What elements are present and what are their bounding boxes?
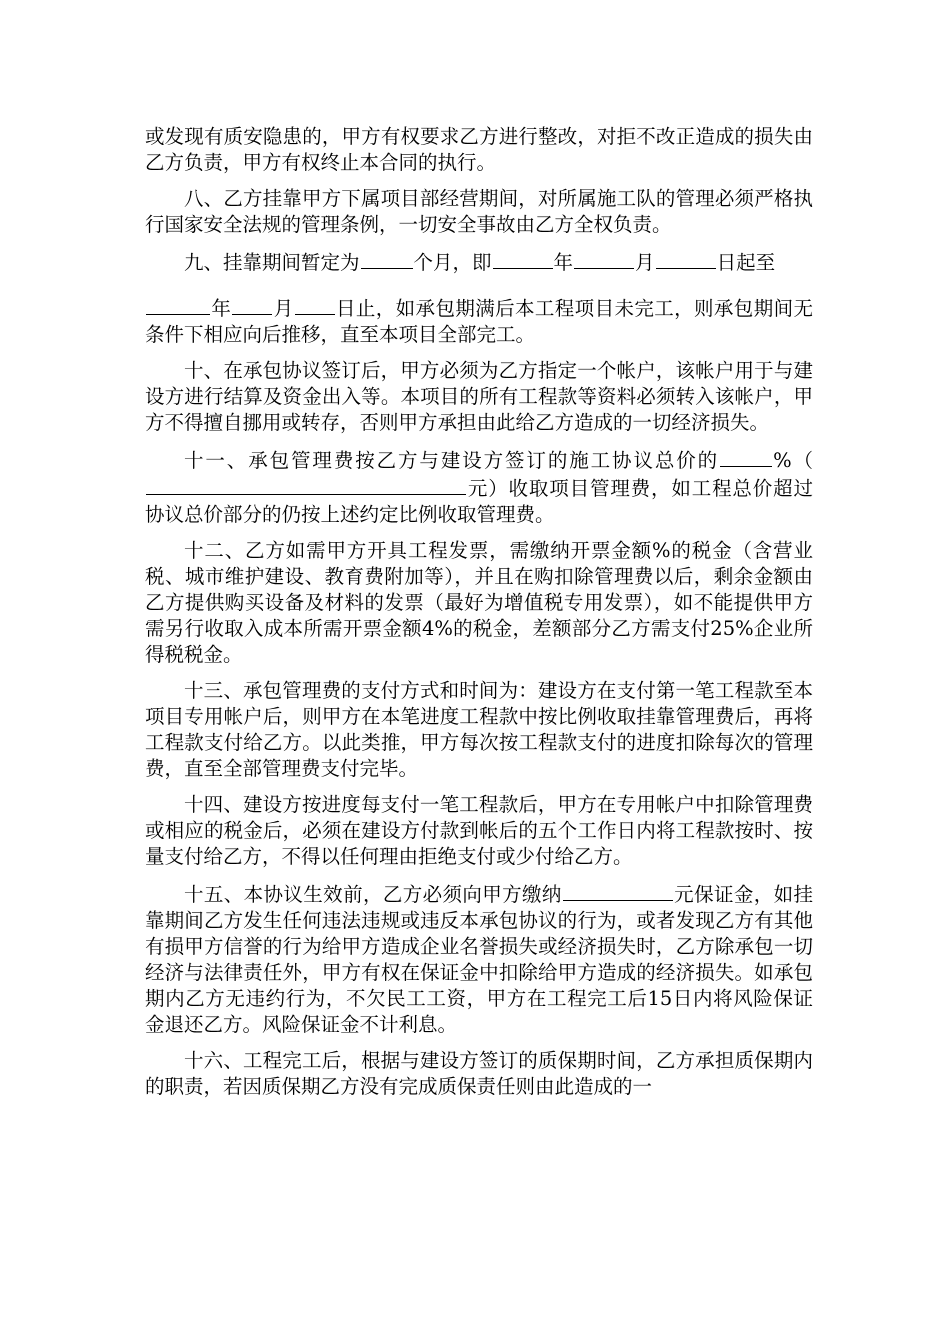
paragraph-article-16: 十六、工程完工后，根据与建设方签订的质保期时间，乙方承担质保期内的职责，若因质保期乙方没有完成质保责任则由此造成的一 <box>145 1049 813 1098</box>
article-9-text-f: 年 <box>211 297 232 320</box>
percent-blank <box>720 446 772 467</box>
article-9-text-c: 年 <box>553 251 574 274</box>
document-body <box>145 124 813 1100</box>
paragraph-article-9-continued <box>145 294 813 348</box>
start-year-blank <box>493 248 553 269</box>
end-year-blank <box>146 294 210 315</box>
start-day-blank <box>656 248 716 269</box>
article-9-text-e: 日起至 <box>716 251 776 274</box>
end-month-blank <box>232 294 272 315</box>
article-11-text-c: 元）收取项目管理费，如工程总价超过协议总价部分的仍按上述约定比例收取管理费。 <box>145 477 813 526</box>
article-9-text-b: 个月，即 <box>413 251 492 274</box>
paragraph-article-13: 十三、承包管理费的支付方式和时间为：建设方在支付第一笔工程款至本项目专用帐户后，则甲方在本笔进度工程款中按比例收取挂靠管理费后，再将工程款支付给乙方。以此类推，甲方每次按工程款支付的进度扣除每次的管理费，直至全部管理费支付完毕。 <box>145 679 813 780</box>
paragraph-article-14: 十四、建设方按进度每支付一笔工程款后，甲方在专用帐户中扣除管理费或相应的税金后，必须在建设方付款到帐后的五个工作日内将工程款按时、按量支付给乙方，不得以任何理由拒绝支付或少付给乙方。 <box>145 793 813 868</box>
paragraph-quality-clause: 或发现有质安隐患的，甲方有权要求乙方进行整改，对拒不改正造成的损失由乙方负责，甲方有权终止本合同的执行。 <box>145 125 813 174</box>
deposit-blank <box>563 880 673 901</box>
article-11-text-b: %（ <box>773 449 813 472</box>
amount-blank <box>146 474 466 495</box>
months-blank <box>361 248 413 269</box>
article-9-text-a: 九、挂靠期间暂定为 <box>184 251 360 274</box>
article-9-text-h: 日止，如承包期满后本工程项目未完工，则承包期间无条件下相应向后推移，直至本项目全部完工。 <box>145 297 813 346</box>
end-day-blank <box>295 294 335 315</box>
paragraph-article-10: 十、在承包协议签订后，甲方必须为乙方指定一个帐户，该帐户用于与建设方进行结算及资金出入等。本项目的所有工程款等资料必须转入该帐户，甲方不得擅自挪用或转存，否则甲方承担由此给乙方造成的一切经济损失。 <box>145 359 813 434</box>
paragraph-article-11 <box>145 446 813 528</box>
article-9-text-g: 月 <box>273 297 294 320</box>
article-11-text-a: 十一、承包管理费按乙方与建设方签订的施工协议总价的 <box>184 449 720 472</box>
paragraph-article-15 <box>145 880 813 1038</box>
paragraph-article-9 <box>145 248 813 276</box>
article-15-text-b: 元保证金，如挂靠期间乙方发生任何违法违规或违反本承包协议的行为，或者发现乙方有其他有损甲方信誉的行为给甲方造成企业名誉损失或经济损失时，乙方除承包一切经济与法律责任外，甲方有权在保证金中扣除给甲方造成的经济损失。如承包期内乙方无违约行为，不欠民工工资，甲方在工程完工后15日内将风险保证金退还乙方。风险保证金不计利息。 <box>145 883 813 1036</box>
paragraph-article-12: 十二、乙方如需甲方开具工程发票，需缴纳开票金额%的税金（含营业税、城市维护建设、教育费附加等），并且在购扣除管理费以后，剩余金额由乙方提供购买设备及材料的发票（最好为增值税专用发票），如不能提供甲方需另行收取入成本所需开票金额4%的税金，差额部分乙方需支付25%企业所得税税金。 <box>145 539 813 666</box>
paragraph-article-8: 八、乙方挂靠甲方下属项目部经营期间，对所属施工队的管理必须严格执行国家安全法规的管理条例，一切安全事故由乙方全权负责。 <box>145 187 813 236</box>
article-15-text-a: 十五、本协议生效前，乙方必须向甲方缴纳 <box>184 883 562 906</box>
start-month-blank <box>574 248 634 269</box>
article-9-text-d: 月 <box>635 251 655 274</box>
